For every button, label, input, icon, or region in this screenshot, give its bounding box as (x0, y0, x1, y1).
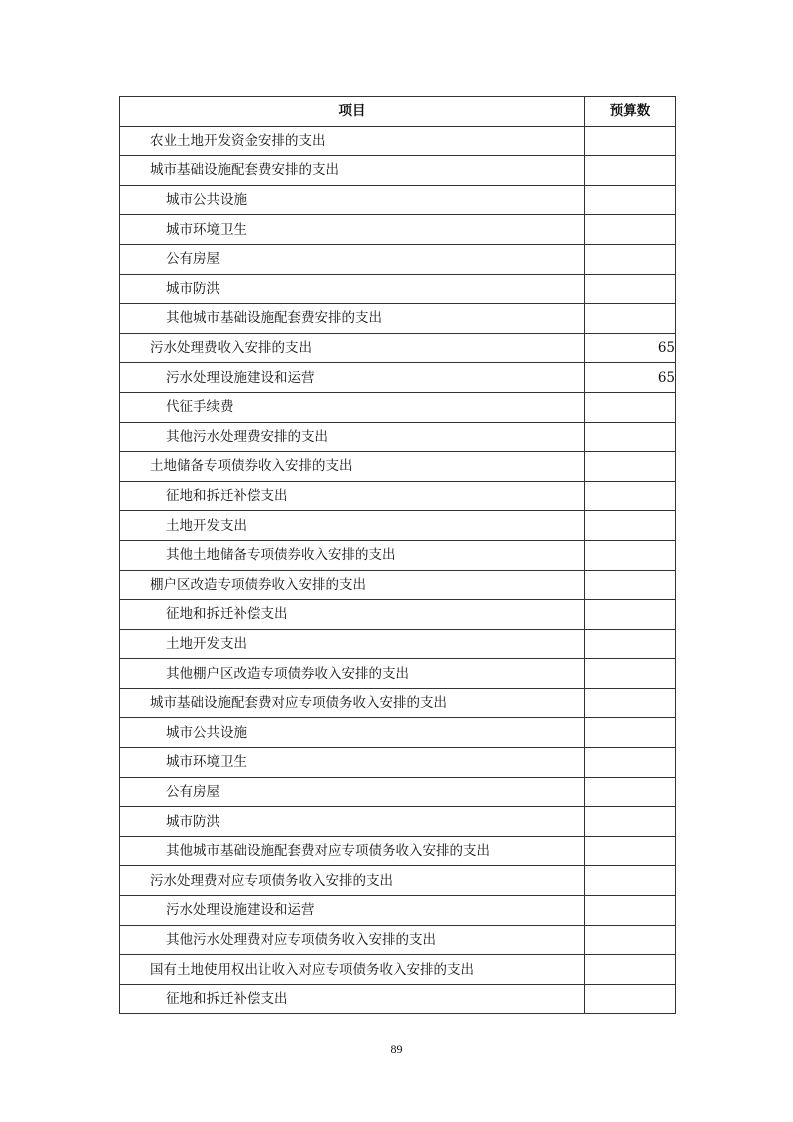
table-row (120, 363, 676, 393)
table-row (120, 422, 676, 452)
table-row (120, 807, 676, 837)
row-amount (585, 304, 676, 334)
row-amount (585, 392, 676, 422)
row-amount (585, 156, 676, 186)
table-row (120, 896, 676, 926)
row-amount (585, 807, 676, 837)
row-item: 其他污水处理费安排的支出 (120, 422, 585, 452)
row-item: 征地和拆迁补偿支出 (120, 984, 585, 1014)
row-item: 城市基础设施配套费对应专项债务收入安排的支出 (120, 688, 585, 718)
table-row (120, 777, 676, 807)
row-amount (585, 185, 676, 215)
table-row (120, 629, 676, 659)
row-item: 其他污水处理费对应专项债务收入安排的支出 (120, 925, 585, 955)
table-row (120, 481, 676, 511)
row-amount (585, 866, 676, 896)
row-amount (585, 570, 676, 600)
header-amount: 预算数 (585, 97, 676, 127)
row-item: 其他城市基础设施配套费安排的支出 (120, 304, 585, 334)
row-amount (585, 511, 676, 541)
row-amount (585, 126, 676, 156)
row-item: 土地开发支出 (120, 629, 585, 659)
row-item: 其他土地储备专项债券收入安排的支出 (120, 540, 585, 570)
table-row (120, 244, 676, 274)
row-amount: 65 (585, 363, 676, 393)
header-item: 项目 (120, 97, 585, 127)
row-item: 土地开发支出 (120, 511, 585, 541)
row-amount (585, 244, 676, 274)
row-item: 城市公共设施 (120, 185, 585, 215)
row-item: 城市防洪 (120, 274, 585, 304)
row-item: 代征手续费 (120, 392, 585, 422)
row-amount (585, 718, 676, 748)
table-row (120, 866, 676, 896)
row-amount (585, 629, 676, 659)
row-amount (585, 777, 676, 807)
table-row (120, 718, 676, 748)
table-row (120, 600, 676, 630)
page-number: 89 (390, 1042, 403, 1056)
table-row (120, 748, 676, 778)
table-row (120, 570, 676, 600)
row-item: 农业土地开发资金安排的支出 (120, 126, 585, 156)
row-amount (585, 215, 676, 245)
row-item: 污水处理设施建设和运营 (120, 363, 585, 393)
row-amount (585, 659, 676, 689)
row-item: 其他棚户区改造专项债券收入安排的支出 (120, 659, 585, 689)
row-amount (585, 896, 676, 926)
row-amount (585, 984, 676, 1014)
table-row (120, 925, 676, 955)
table-row (120, 392, 676, 422)
row-amount (585, 688, 676, 718)
row-item: 污水处理费对应专项债务收入安排的支出 (120, 866, 585, 896)
table-row (120, 955, 676, 985)
row-amount (585, 274, 676, 304)
row-item: 城市环境卫生 (120, 748, 585, 778)
row-amount (585, 452, 676, 482)
table-row (120, 304, 676, 334)
table-header-row (120, 97, 676, 127)
row-item: 污水处理费收入安排的支出 (120, 333, 585, 363)
row-item: 土地储备专项债券收入安排的支出 (120, 452, 585, 482)
table-row (120, 185, 676, 215)
row-item: 征地和拆迁补偿支出 (120, 600, 585, 630)
row-item: 污水处理设施建设和运营 (120, 896, 585, 926)
table-row (120, 452, 676, 482)
table-row (120, 984, 676, 1014)
row-item: 公有房屋 (120, 244, 585, 274)
row-amount (585, 481, 676, 511)
row-item: 征地和拆迁补偿支出 (120, 481, 585, 511)
table-row (120, 540, 676, 570)
row-item: 公有房屋 (120, 777, 585, 807)
table-row (120, 659, 676, 689)
row-amount (585, 836, 676, 866)
row-amount: 65 (585, 333, 676, 363)
budget-table (119, 96, 676, 1014)
row-amount (585, 925, 676, 955)
row-item: 其他城市基础设施配套费对应专项债务收入安排的支出 (120, 836, 585, 866)
table-row (120, 274, 676, 304)
table-row (120, 836, 676, 866)
row-amount (585, 955, 676, 985)
row-item: 城市基础设施配套费安排的支出 (120, 156, 585, 186)
table-row (120, 333, 676, 363)
table-row (120, 126, 676, 156)
table-row (120, 215, 676, 245)
row-item: 棚户区改造专项债券收入安排的支出 (120, 570, 585, 600)
row-amount (585, 600, 676, 630)
table-body (120, 126, 676, 1014)
row-item: 国有土地使用权出让收入对应专项债务收入安排的支出 (120, 955, 585, 985)
table-row (120, 156, 676, 186)
row-item: 城市公共设施 (120, 718, 585, 748)
table-row (120, 688, 676, 718)
row-amount (585, 748, 676, 778)
row-amount (585, 422, 676, 452)
row-item: 城市防洪 (120, 807, 585, 837)
row-item: 城市环境卫生 (120, 215, 585, 245)
row-amount (585, 540, 676, 570)
table-row (120, 511, 676, 541)
